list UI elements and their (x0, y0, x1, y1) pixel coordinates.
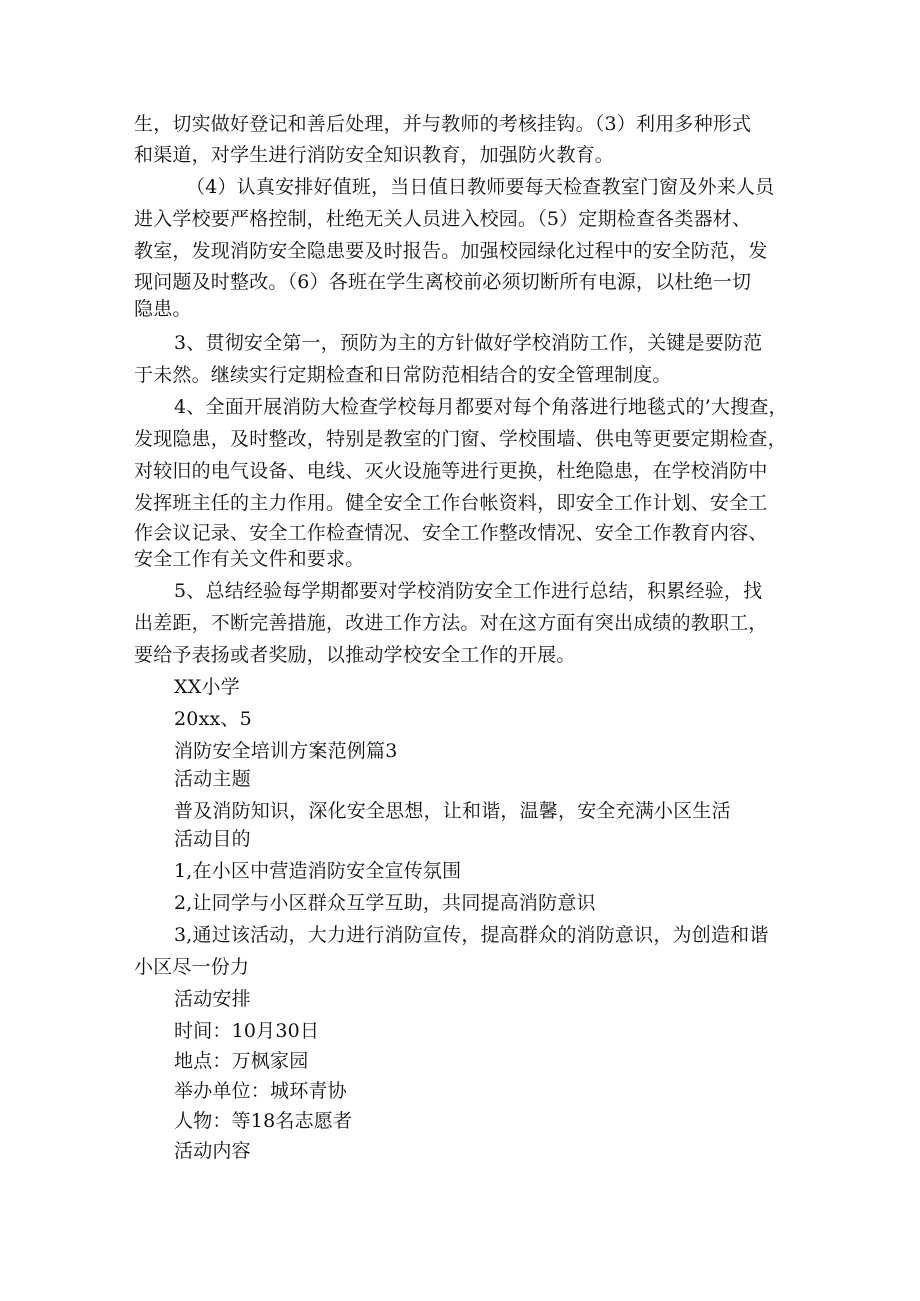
text-line: 5、总结经验每学期都要对学校消防安全工作进行总结，积累经验，找 (174, 580, 763, 602)
text-line: 20xx、5 (174, 708, 252, 730)
text-line: 时间：10月30日 (174, 1020, 320, 1042)
text-line: 普及消防知识，深化安全思想，让和谐，温馨，安全充满小区生活 (174, 800, 731, 822)
text-line: 要给予表扬或者奖励，以推动学校安全工作的开展。 (134, 644, 576, 666)
text-line: 举办单位：城环青协 (174, 1080, 347, 1102)
text-line: 1,在小区中营造消防安全宣传氛围 (174, 860, 462, 882)
text-line: 对较旧的电气设备、电线、灭火设施等进行更换，杜绝隐患，在学校消防中 (134, 460, 768, 482)
text-line: XX小学 (174, 676, 240, 698)
text-line: 于未然。继续实行定期检查和日常防范相结合的安全管理制度。 (134, 364, 672, 386)
text-line: 活动安排 (174, 988, 251, 1010)
text-line: 发现隐患，及时整改，特别是教室的门窗、学校围墙、供电等更要定期检查， (134, 428, 787, 450)
text-line: 消防安全培训方案范例篇3 (174, 740, 398, 762)
text-line: 生，切实做好登记和善后处理，并与教师的考核挂钩。（3）利用多种形式 (134, 113, 752, 135)
text-line: 活动主题 (174, 768, 251, 790)
text-line: 出差距，不断完善措施，改进工作方法。对在这方面有突出成绩的教职工， (134, 612, 768, 634)
text-line: 小区尽一份力 (134, 956, 250, 978)
text-line: 和渠道，对学生进行消防安全知识教育，加强防火教育。 (134, 144, 615, 166)
text-line: 人物：等18名志愿者 (174, 1110, 353, 1132)
text-line: 发挥班主任的主力作用。健全安全工作台帐资料，即安全工作计划、安全工 (134, 492, 768, 514)
text-line: 活动目的 (174, 828, 251, 850)
text-line: 教室，发现消防安全隐患要及时报告。加强校园绿化过程中的安全防范，发 (134, 240, 768, 262)
text-line: 现问题及时整改。（6）各班在学生离校前必须切断所有电源，以杜绝一切 (134, 271, 752, 293)
text-line: 3,通过该活动，大力进行消防宣传，提高群众的消防意识，为创造和谐 (174, 924, 769, 946)
text-line: 安全工作有关文件和要求。 (134, 548, 365, 570)
text-line: 2,让同学与小区群众互学互助，共同提高消防意识 (174, 892, 596, 914)
text-line: （4）认真安排好值班，当日值日教师要每天检查教室门窗及外来人员 (186, 176, 775, 198)
text-line: 进入学校要严格控制，杜绝无关人员进入校园。（5）定期检查各类器材、 (134, 208, 752, 230)
text-line: 地点：万枫家园 (174, 1050, 309, 1072)
text-line: 活动内容 (174, 1140, 251, 1162)
text-line: 3、贯彻安全第一，预防为主的方针做好学校消防工作，关键是要防范 (174, 332, 763, 354)
text-line: 隐患。 (134, 298, 192, 320)
text-line: 4、全面开展消防大检查学校每月都要对每个角落进行地毯式的’大搜查， (174, 396, 788, 418)
text-line: 作会议记录、安全工作检查情况、安全工作整改情况、安全工作教育内容、 (134, 522, 768, 544)
